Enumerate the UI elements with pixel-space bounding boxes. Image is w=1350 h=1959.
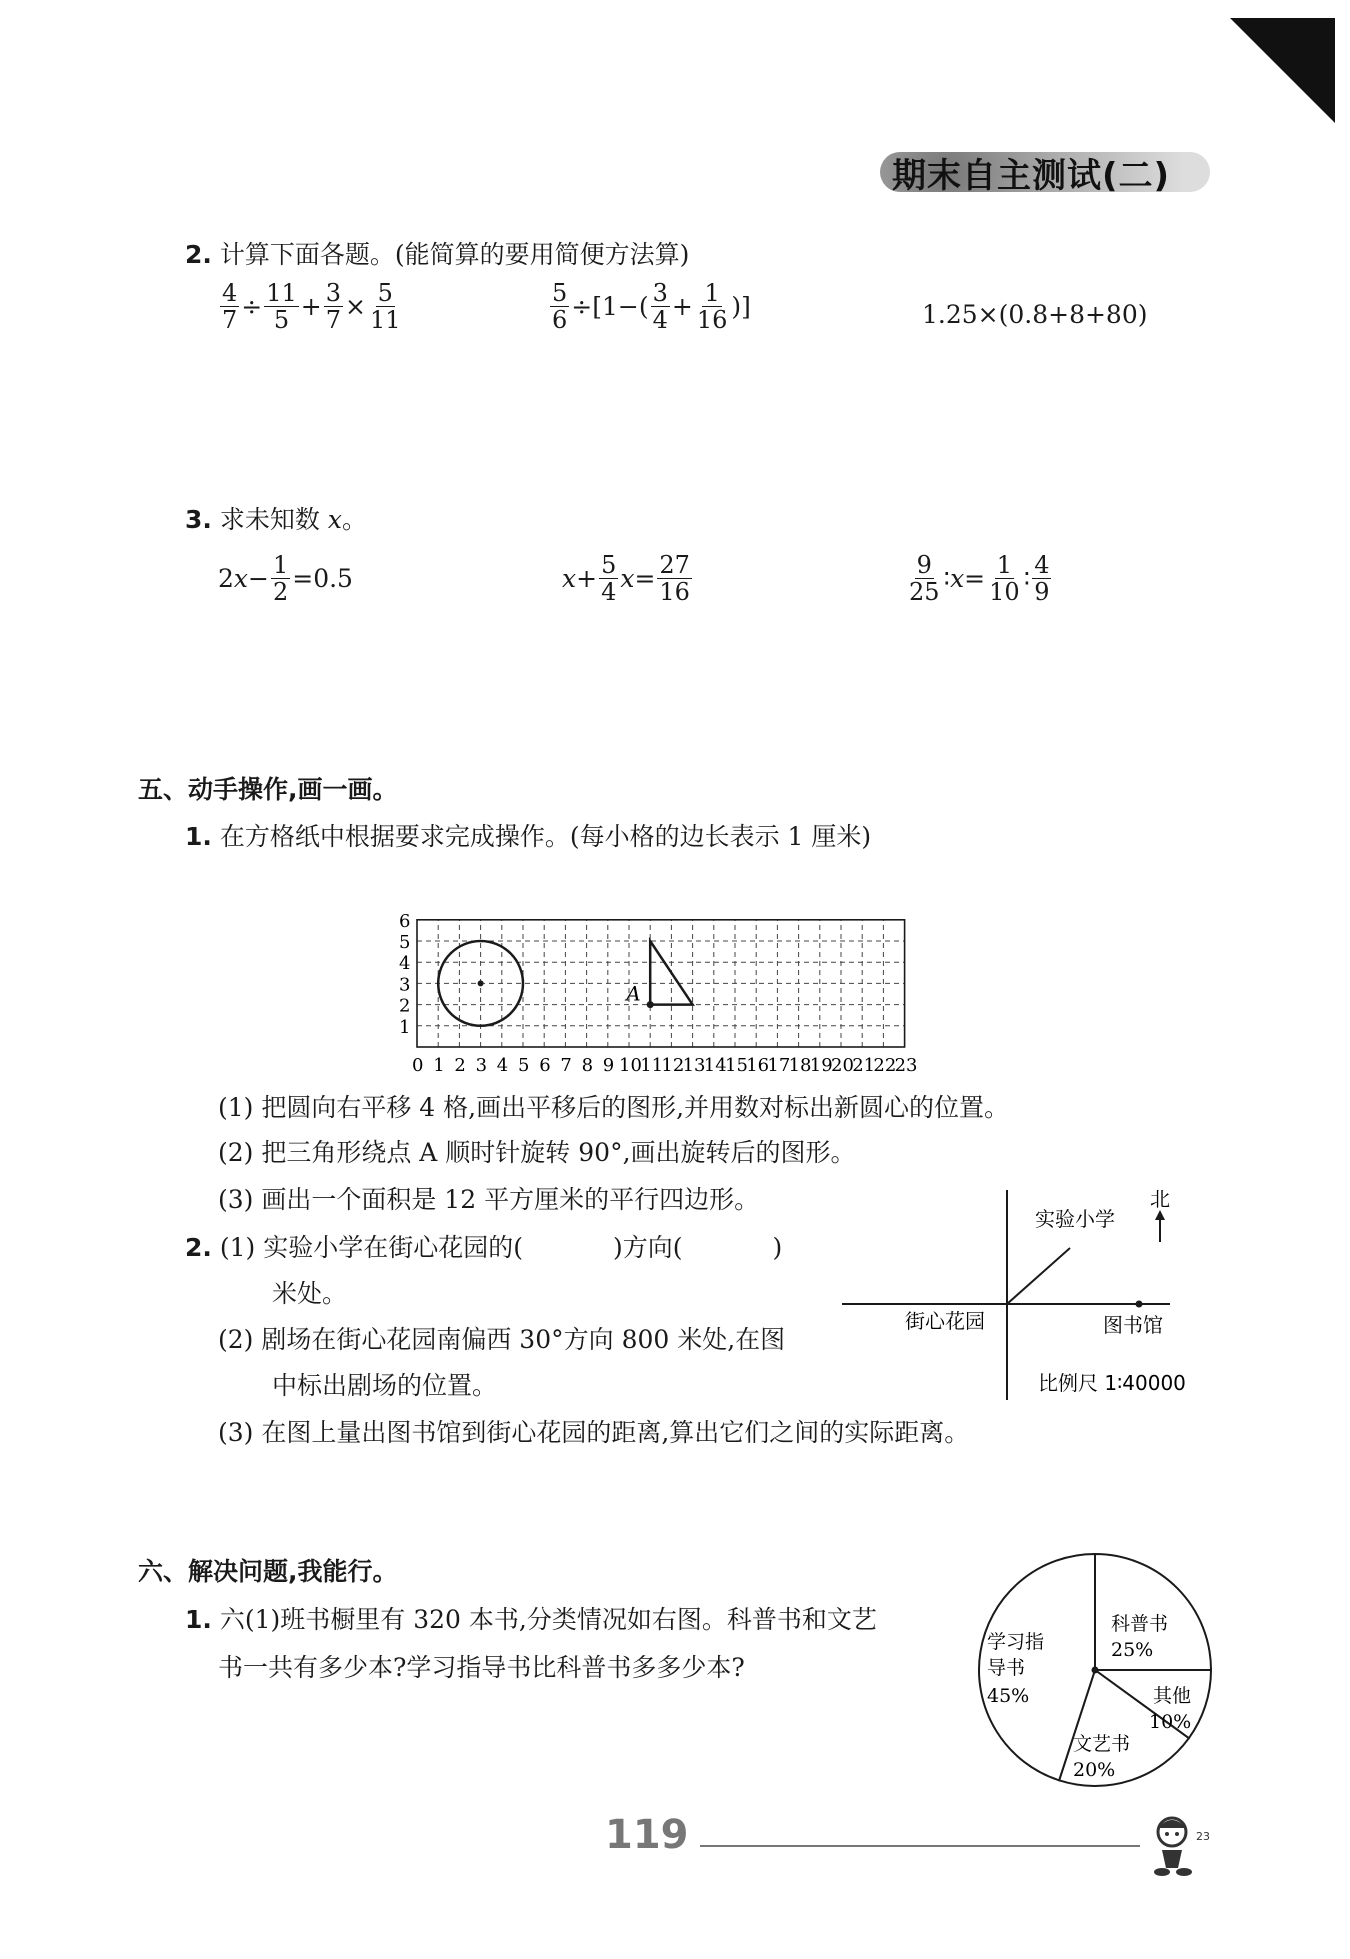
fraction: $\frac{5}{4}$ [601, 551, 617, 606]
q2-prompt [185, 235, 689, 271]
north-arrow-head [1155, 1210, 1165, 1220]
point-a-label: A [626, 981, 641, 1006]
x-tick-label: 12 [661, 1055, 685, 1075]
point-a [647, 1001, 654, 1008]
x-tick-label: 23 [894, 1055, 918, 1075]
x-tick-label: 1 [433, 1055, 445, 1075]
map-diagram [840, 1190, 1220, 1405]
pie-value-label: 10% [1149, 1711, 1192, 1733]
circle-center-point [478, 980, 484, 986]
y-tick-label: 6 [399, 910, 411, 932]
section5-heading: 五、动手操作,画一画。 [138, 775, 398, 804]
cartoon-mascot-icon [1140, 1810, 1220, 1880]
s5-q1-prompt: 1. 在方格纸中根据要求完成操作。(每小格的边长表示 1 厘米) [185, 822, 872, 851]
y-tick-label: 2 [399, 995, 411, 1017]
x-tick-label: 15 [725, 1055, 748, 1075]
garden-label: 街心花园 [905, 1309, 985, 1333]
x-tick-label: 4 [496, 1055, 509, 1075]
y-tick-label: 5 [399, 932, 411, 953]
x-tick-label: 9 [602, 1055, 615, 1075]
fraction: $\frac{27}{16}$ [659, 551, 690, 606]
q3-equation-1: 2 x − $\frac{1}{2}$ =0.5 [218, 551, 353, 606]
fraction: $\frac{1}{16}$ [696, 279, 728, 334]
corner-triangle [1230, 18, 1335, 123]
pie-value-label: 25% [1111, 1639, 1154, 1661]
q3-equation-2: x + $\frac{5}{4}$ x = $\frac{27}{16}$ [562, 551, 690, 606]
fraction: $\frac{11}{5}$ [266, 279, 297, 334]
section6-heading: 六、解决问题,我能行。 [138, 1557, 398, 1586]
fraction: $\frac{1}{2}$ [272, 551, 289, 606]
x-tick-label: 3 [475, 1055, 488, 1075]
y-tick-label: 4 [399, 953, 411, 975]
pie-chart [975, 1550, 1225, 1795]
x-tick-label: 8 [581, 1055, 594, 1075]
pie-label: 学习指导书 [987, 1631, 1045, 1679]
fraction: $\frac{9}{25}$ [909, 551, 940, 606]
s5-q1-sub2: (2) 把三角形绕点 A 顺时针旋转 90°,画出旋转后的图形。 [218, 1138, 856, 1167]
s6-q1-line1: 1. 六(1)班书橱里有 320 本书,分类情况如右图。科普书和文艺 [185, 1605, 877, 1634]
s5-q1-sub3: (3) 画出一个面积是 12 平方厘米的平行四边形。 [218, 1185, 760, 1214]
svg-text:23: 23 [1196, 1830, 1210, 1843]
s6-q1-line2: 书一共有多少本?学习指导书比科普书多多少本? [218, 1653, 745, 1682]
scale-label: 比例尺 1∶40000 [1038, 1371, 1186, 1395]
north-label: 北 [1150, 1190, 1170, 1211]
x-tick-label: 6 [539, 1055, 551, 1075]
pie-label: 其他 [1153, 1685, 1192, 1707]
library-label: 图书馆 [1103, 1313, 1163, 1337]
pie-value-label: 20% [1073, 1759, 1116, 1781]
fraction: $\frac{4}{9}$ [1034, 551, 1050, 606]
q2-expression-3: 1.25×(0.8+8+80) [922, 300, 1148, 329]
s5-q2-sub2b: 中标出剧场的位置。 [272, 1371, 498, 1400]
q2-number: 2. [185, 240, 212, 269]
school-direction-line [1007, 1248, 1070, 1304]
s5-q1-sub1: (1) 把圆向右平移 4 格,画出平移后的图形,并用数对标出新圆心的位置。 [218, 1093, 1010, 1122]
s5-q2-line2: 米处。 [272, 1279, 348, 1308]
fraction: $\frac{5}{11}$ [369, 279, 401, 334]
pie-label: 文艺书 [1073, 1733, 1131, 1755]
x-tick-label: 21 [852, 1055, 876, 1075]
x-tick-label: 7 [560, 1055, 572, 1075]
title-text: 期末自主测试(二) [892, 156, 1171, 196]
x-tick-label: 11 [640, 1055, 664, 1075]
s5-q2-line1: 2. (1) 实验小学在街心花园的( )方向( ) [185, 1233, 783, 1262]
grid-paper [385, 860, 1045, 1075]
q3-equation-3: $\frac{9}{25}$ ∶ x = $\frac{1}{10}$ ∶ $\frac{4}{9}$ [909, 551, 1050, 606]
x-tick-label: 16 [746, 1055, 770, 1075]
y-tick-label: 1 [399, 1016, 411, 1038]
fraction: $\frac{3}{4}$ [652, 279, 668, 334]
x-tick-label: 18 [788, 1055, 812, 1075]
y-tick-label: 3 [399, 974, 411, 996]
page-number: 119 [605, 1812, 689, 1858]
q2-expression-1: $\frac{4}{7}$ ÷ $\frac{11}{5}$ + $\frac{3}{7}$ × $\frac{5}{11}$ [222, 279, 401, 334]
x-tick-label: 5 [518, 1055, 530, 1075]
s5-q2-sub3: (3) 在图上量出图书馆到街心花园的距离,算出它们之间的实际距离。 [218, 1418, 970, 1447]
fraction: $\frac{1}{10}$ [989, 551, 1020, 606]
x-tick-label: 13 [682, 1055, 706, 1075]
q3-prompt: 3. 求未知数 x。 [185, 505, 367, 534]
x-tick-label: 22 [873, 1055, 897, 1075]
x-tick-label: 19 [809, 1055, 833, 1075]
school-label: 实验小学 [1035, 1207, 1115, 1231]
x-tick-label: 10 [619, 1055, 642, 1075]
x-tick-label: 14 [703, 1055, 727, 1075]
fraction: $\frac{4}{7}$ [222, 279, 238, 334]
library-point [1136, 1301, 1143, 1308]
x-tick-label: 2 [454, 1055, 466, 1075]
s5-q2-sub2a: (2) 剧场在街心花园南偏西 30°方向 800 米处,在图 [218, 1325, 786, 1354]
x-tick-label: 0 [412, 1055, 424, 1075]
pie-center [1092, 1667, 1099, 1674]
x-tick-label: 17 [767, 1055, 791, 1075]
grid-triangle [650, 941, 692, 1005]
pie-label: 科普书 [1111, 1613, 1169, 1635]
q2-expression-2: $\frac{5}{6}$ ÷[1−( $\frac{3}{4}$ + $\frac{1}{16}$ )] [552, 279, 751, 334]
fraction: $\frac{5}{6}$ [552, 279, 568, 334]
footer-line [700, 1845, 1140, 1847]
page-title [880, 148, 1210, 194]
q2-text: 计算下面各题。(能简算的要用简便方法算) [219, 240, 690, 269]
fraction: $\frac{3}{7}$ [325, 279, 342, 334]
pie-value-label: 45% [987, 1685, 1030, 1707]
x-tick-label: 20 [831, 1055, 854, 1075]
